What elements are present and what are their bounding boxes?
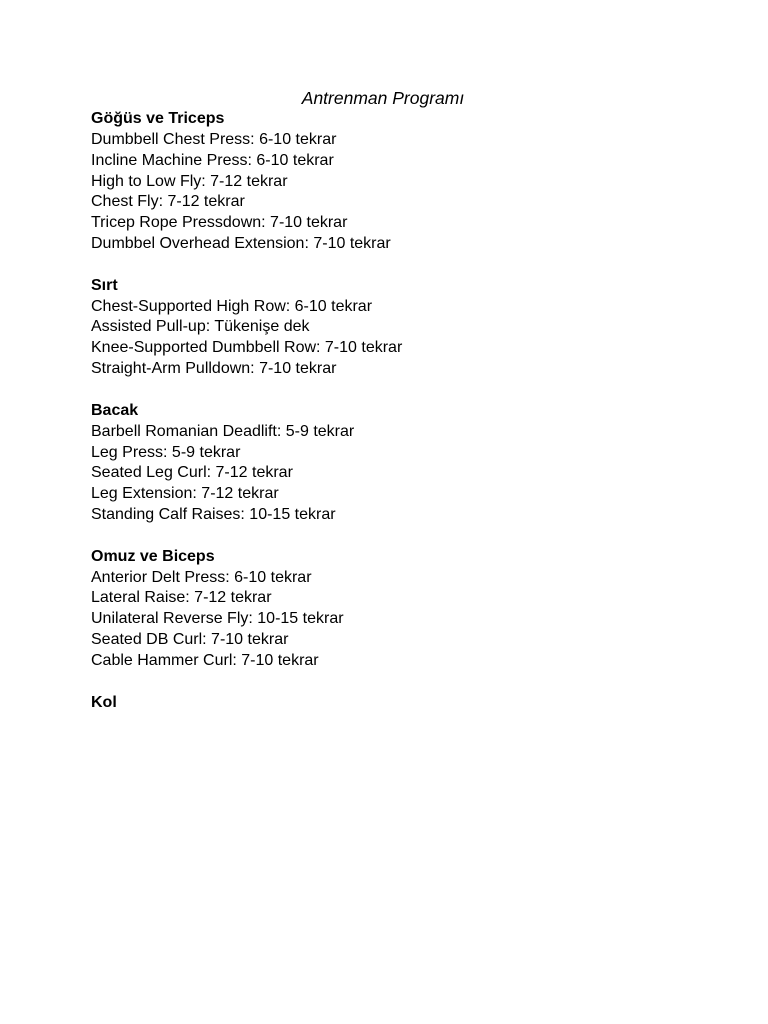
exercise-item: Lateral Raise: 7-12 tekrar xyxy=(91,589,272,607)
exercise-item: Anterior Delt Press: 6-10 tekrar xyxy=(91,568,312,586)
exercise-item: Leg Press: 5-9 tekrar xyxy=(91,443,241,461)
section-heading: Kol xyxy=(91,693,117,711)
section-gogus-ve-triceps xyxy=(91,109,711,255)
section-heading: Sırt xyxy=(91,276,118,294)
exercise-list xyxy=(91,130,711,255)
exercise-item: Dumbbell Chest Press: 6-10 tekrar xyxy=(91,130,337,148)
section-bacak xyxy=(91,401,711,526)
document-body xyxy=(91,109,711,734)
exercise-item: Dumbbel Overhead Extension: 7-10 tekrar xyxy=(91,235,391,253)
exercise-item: Tricep Rope Pressdown: 7-10 tekrar xyxy=(91,214,348,232)
exercise-item: High to Low Fly: 7-12 tekrar xyxy=(91,172,288,190)
exercise-item: Straight-Arm Pulldown: 7-10 tekrar xyxy=(91,360,337,378)
exercise-item: Knee-Supported Dumbbell Row: 7-10 tekrar xyxy=(91,339,403,357)
exercise-item: Incline Machine Press: 6-10 tekrar xyxy=(91,151,334,169)
document-title: Antrenman Programı xyxy=(301,88,465,108)
exercise-list xyxy=(91,297,711,380)
exercise-item: Barbell Romanian Deadlift: 5-9 tekrar xyxy=(91,422,355,440)
exercise-item: Chest Fly: 7-12 tekrar xyxy=(91,193,245,211)
exercise-item: Unilateral Reverse Fly: 10-15 tekrar xyxy=(91,610,344,628)
section-heading: Bacak xyxy=(91,401,139,419)
section-heading: Omuz ve Biceps xyxy=(91,547,215,565)
section-kol xyxy=(91,693,711,714)
section-sirt xyxy=(91,276,711,380)
exercise-item: Assisted Pull-up: Tükenişe dek xyxy=(91,318,310,336)
exercise-item: Leg Extension: 7-12 tekrar xyxy=(91,485,279,503)
exercise-list xyxy=(91,568,711,672)
exercise-list xyxy=(91,422,711,526)
exercise-item: Cable Hammer Curl: 7-10 tekrar xyxy=(91,651,319,669)
section-heading: Göğüs ve Triceps xyxy=(91,110,225,127)
exercise-item: Chest-Supported High Row: 6-10 tekrar xyxy=(91,297,373,315)
section-omuz-ve-biceps xyxy=(91,547,711,672)
exercise-item: Standing Calf Raises: 10-15 tekrar xyxy=(91,506,336,524)
exercise-item: Seated DB Curl: 7-10 tekrar xyxy=(91,631,289,649)
exercise-item: Seated Leg Curl: 7-12 tekrar xyxy=(91,464,293,482)
